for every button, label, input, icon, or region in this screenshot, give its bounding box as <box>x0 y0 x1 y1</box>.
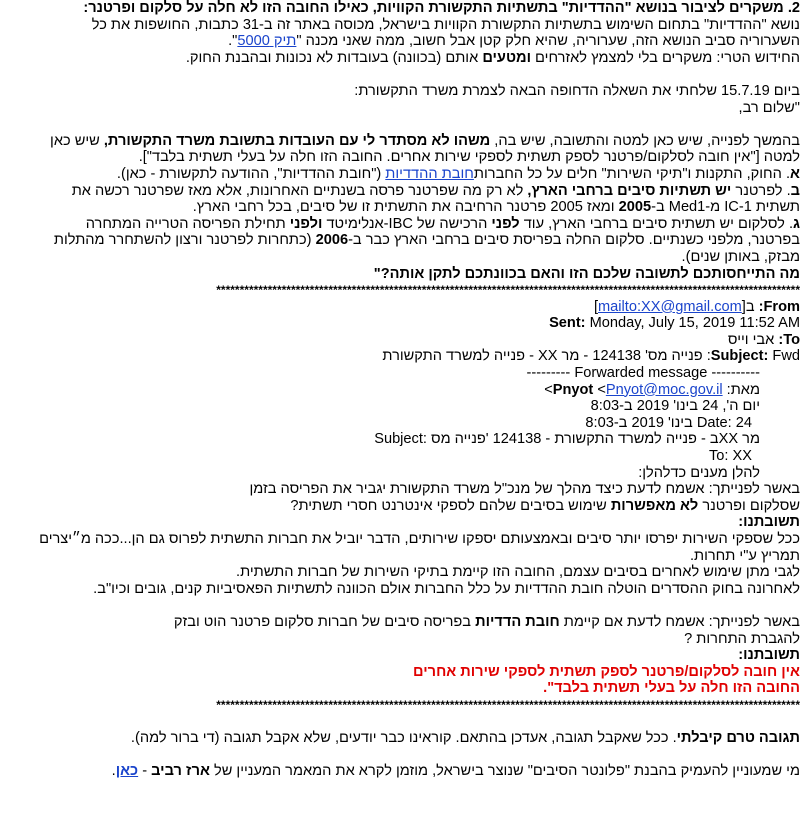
header-subject: Subject: Fwd: פנייה מס' 124138 - מר XX - פנייה למשרד התקשורת <box>382 348 800 365</box>
paragraph-line: ביום 15.7.19 שלחתי את השאלה הדחופה הבאה לצמרת משרד התקשורת: <box>354 82 800 99</box>
paragraph-line: מי שמעוניין להעמיק בהבנת "פלונטר הסיבים" שנוצר בישראל, מוזמן לקרא את המאמר המעניין של ארז רביב - כאן. <box>111 763 800 780</box>
paragraph-line: להגברת התחרות ? <box>684 630 800 647</box>
paragraph-line: נושא "ההדדיות" בתחום השימוש בתשתיות התקשורת הקוויות בישראל, מכוסה באתר זה ב-31 כתבות, החושפות את כל <box>91 16 800 33</box>
header-from: From: ב[mailto:XX@gmail.com] <box>593 298 800 315</box>
mailto-link[interactable]: mailto:XX@gmail.com <box>598 298 742 315</box>
paragraph-line: באשר לפנייתך: אשמח לדעת אם קיימת חובת הדדיות בפריסה סיבים של חברות סלקום פרטנר הוט ובזק <box>173 613 800 630</box>
paragraph-line: בהמשך לפנייה, שיש כאן למטה והתשובה, שיש בה, משהו לא מסתדר לי עם העובדות בתשובת משרד התקשורת, שיש כאן <box>50 132 800 149</box>
paragraph-line: להלן מענים כדלהלן: <box>638 464 760 481</box>
here-link-2[interactable]: כאן <box>115 763 139 780</box>
header-date-2: יום ה', 24 בינו' 2019 ב-8:03 <box>590 398 760 415</box>
header-sent: Sent: Monday, July 15, 2019 11:52 AM <box>549 315 800 332</box>
answer-heading: תשובתנו: <box>738 514 800 531</box>
header-date-en: Date: 24 בינו' 2019 ב-8:03 <box>585 414 752 431</box>
paragraph-line: מבזק, באותן שנים). <box>681 248 800 265</box>
paragraph-line: בפרטנר, מלפני כשנתיים. סלקום החלה בפריסת סיבים ברחבי הארץ כבר ב-2006 (כתחרות לפרטנר ורצון להשתחרר מהתלות <box>53 232 800 249</box>
header-to-2: To: XX <box>709 448 752 465</box>
paragraph-line: תמריץ ע"י תחרות. <box>689 547 800 564</box>
paragraph-line: באשר לפנייתך: אשמח לדעת כיצד מהלך של מנכ"ל משרד התקשורת יגביר את הפריסה בזמן <box>249 481 800 498</box>
paragraph-line: א. החוק, התקנות ו"תיקי השירות" חלים על כל החברותחובת ההדדיות ("חובת ההדדיות", ההודעה לתקשורת - כאן). <box>116 165 800 182</box>
answer-highlight: אין חובה לסלקום/פרטנר לספק תשתית לספקי שירות אחרים <box>413 663 800 680</box>
question-line: מה התייחסותכם לתשובה שלכם הזו והאם בכוונתכם לתקן אותה?" <box>373 265 800 282</box>
separator: ***************************************************************************************************************************** <box>216 283 800 298</box>
paragraph-line: לאחרונה בחוק ההסדרים הוטלה חובת ההדדיות על כלל החברות אולם הכוונה לתשתיות הפאסיביות קנים, גובים וכיו"ב. <box>93 580 800 597</box>
header-to: To: אבי וייס <box>727 331 800 348</box>
answer-highlight: החובה הזו חלה על בעלי תשתית בלבד". <box>543 680 800 697</box>
paragraph-line: תשתית IC-1 מ-Med1 ב-2005 ומאז 2005 פרטנר הרחיבה את התשתית זו של סיבים, בכל רחבי הארץ. <box>192 199 800 216</box>
answer-heading: תשובתנו: <box>738 647 800 664</box>
case-link[interactable]: תיק 5000 <box>237 33 297 50</box>
paragraph-line: החידוש הטרי: משקרים בלי למצמץ לאזרחים ומטעים אותם (בכוונה) בעובדות לא נכונות ובהבנת החוק. <box>185 49 800 66</box>
paragraph-line: השערוריה סביב הנושא הזה, שערוריה, שהיא חלק קטן אבל חשוב, ממה שאני מכנה "תיק 5000". <box>228 33 800 50</box>
paragraph-line: לגבי מתן שימוש לאחרים בסיבים עצמם, החובה הזו קיימת בתיקי השירות של חברות התשתית. <box>236 564 800 581</box>
paragraph-line: תגובה טרם קיבלתי. ככל שאקבל תגובה, אעדכן בהתאם. קוראינו כבר יודעים, שלא אקבל תגובה (די ברור למה). <box>130 730 800 747</box>
paragraph-line: ג. לסלקום יש תשתית סיבים ברחבי הארץ, עוד לפני הרכישה של IBC-אנלימיטד ולפני תחילת הפריסה הטרייה המתחרה <box>85 215 800 232</box>
separator: ***************************************************************************************************************************** <box>216 697 800 712</box>
paragraph-line: "שלום רב, <box>738 99 800 116</box>
paragraph-line: ככל שספקי השירות יפרסו יותר סיבים ובאמצעותם יספקו שירותים, הדבר יוביל את חברות התשתית לפרוס גם הן...ככה מ״יצרים <box>39 531 800 547</box>
here-link[interactable]: חובת ההדדיות <box>385 165 474 182</box>
header-from-2: מאת: Pnyot <Pnyot@moc.gov.il> <box>544 381 760 398</box>
pnyot-link[interactable]: Pnyot@moc.gov.il <box>605 381 723 398</box>
paragraph-line: שסלקום ופרטנר לא מאפשרות שימוש בסיבים שלהם לספקי אינטרנט חסרי תשתית? <box>290 497 800 514</box>
paragraph-line: למטה ["אין חובה לסלקום/פרטנר לספק תשתית לספקי שירות אחרים. החובה הזו חלה על בעלי תשתית בלבד"]. <box>138 149 800 166</box>
header-subject-2: מר XXב - פנייה למשרד התקשורת - 124138 'פנייה מס :Subject <box>374 431 760 448</box>
forwarded-marker: ---------- Forwarded message --------- <box>526 365 760 382</box>
paragraph-line: ב. לפרטנר יש תשתיות סיבים ברחבי הארץ, לא רק מה שפרטנר פרסה בשנתיים האחרונות, אלא מאז שפרטנר רכשה את <box>71 182 800 199</box>
section-heading: 2. משקרים לציבור בנושא "ההדדיות" בתשתיות התקשורת הקוויות, כאילו החובה הזו לא חלה על סלקום ופרטנר: <box>83 0 800 16</box>
